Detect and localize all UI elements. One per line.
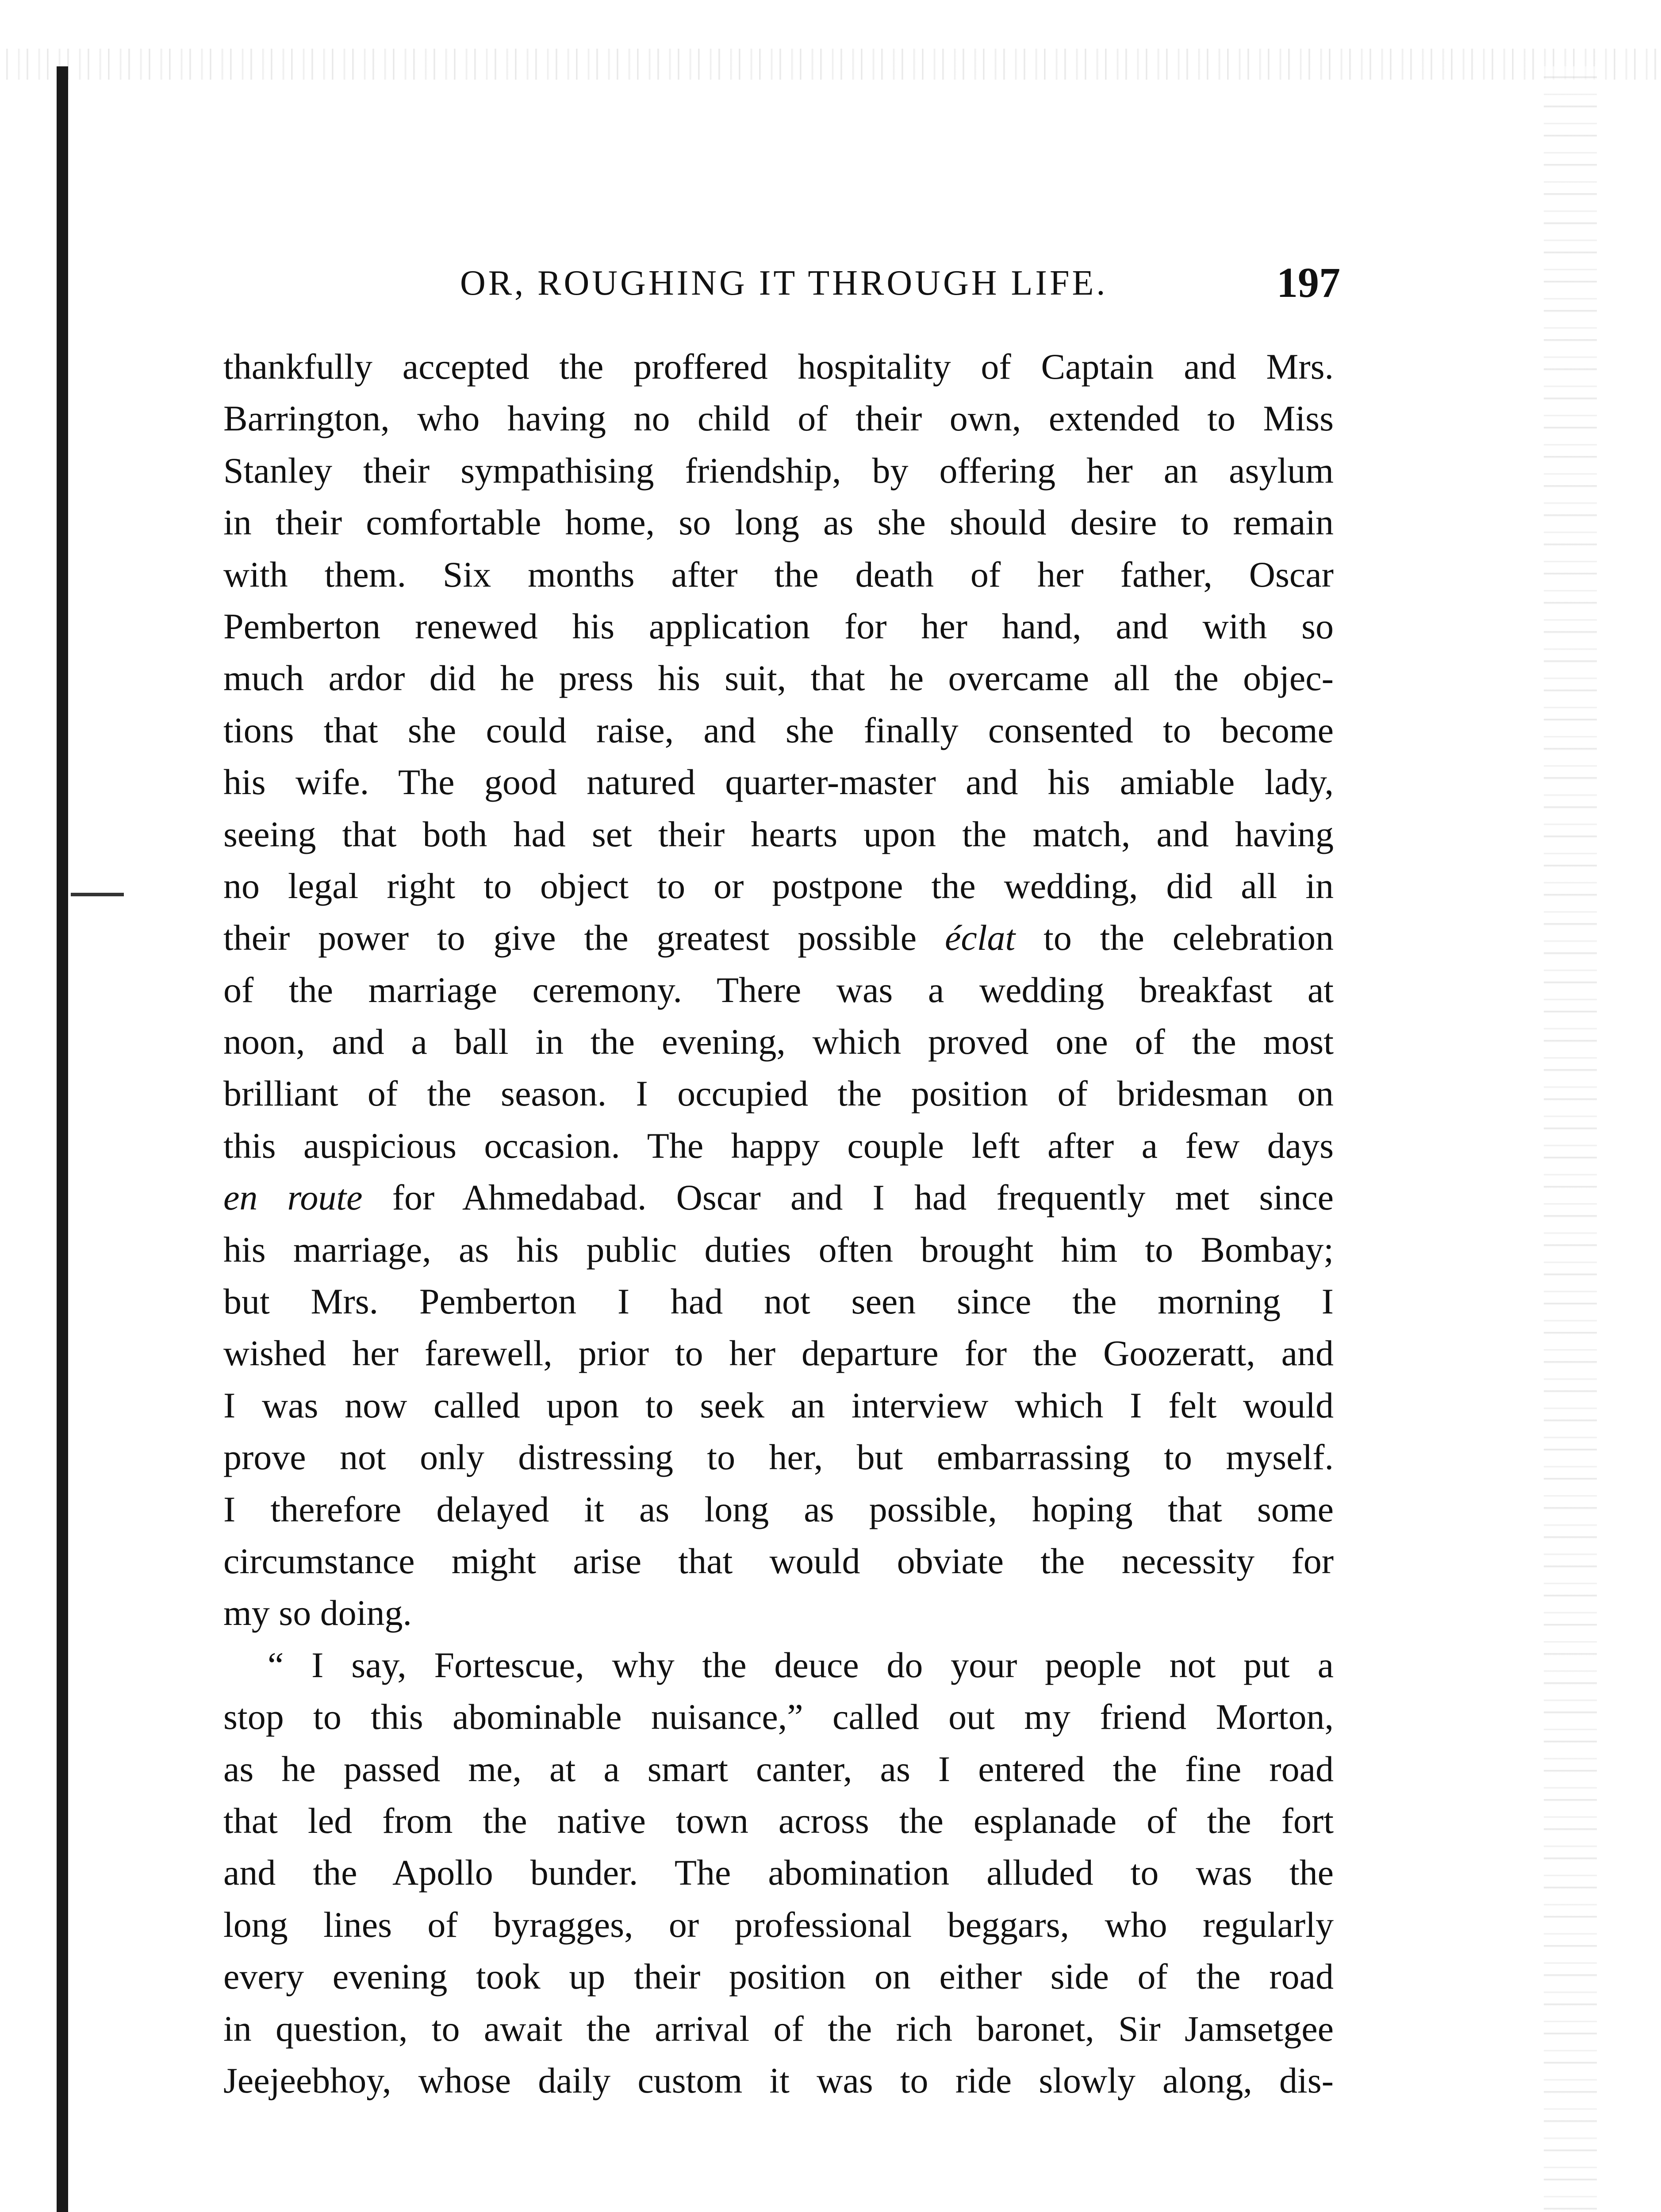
page-number: 197 [1277, 259, 1340, 306]
text-line: with them. Six months after the death of her father, Oscar [223, 554, 1334, 595]
text-line: my so doing. [223, 1593, 412, 1633]
text-line: prove not only distressing to her, but embarrassing to myself. [223, 1437, 1334, 1478]
scan-edge-right [1544, 66, 1597, 2212]
text-line: this auspicious occasion. The happy couple left after a few days [223, 1125, 1334, 1166]
text-line: brilliant of the season. I occupied the position of bridesman on [223, 1073, 1334, 1114]
text-line: noon, and a ball in the evening, which proved one of the most [223, 1022, 1334, 1062]
scan-edge-top [0, 49, 1661, 80]
italic-phrase: éclat [944, 918, 1016, 958]
text-line: as he passed me, at a smart canter, as I entered the fine road [223, 1748, 1334, 1789]
text-line: tions that she could raise, and she finally consented to become [223, 710, 1334, 750]
text-line: in their comfortable home, so long as she should desire to remain [223, 502, 1334, 543]
text-line: Pemberton renewed his application for her hand, and with so [223, 606, 1334, 646]
text-line: wished her farewell, prior to her departure for the Goozeratt, and [223, 1333, 1334, 1374]
text-line: Barrington, who having no child of their own, extended to Miss [223, 398, 1334, 439]
text-line: en route for Ahmedabad. Oscar and I had frequently met since [223, 1177, 1334, 1218]
text-line: that led from the native town across the esplanade of the fort [223, 1800, 1334, 1841]
text-line: and the Apollo bunder. The abomination alluded to was the [223, 1852, 1334, 1893]
binding-edge [57, 66, 68, 2212]
text-line: circumstance might arise that would obviate the necessity for [223, 1540, 1334, 1581]
text-line: much ardor did he press his suit, that he overcame all the objec- [223, 658, 1334, 699]
text-line: of the marriage ceremony. There was a wedding breakfast at [223, 969, 1334, 1010]
text-line: his wife. The good natured quarter-master and his amiable lady, [223, 762, 1334, 803]
text-line: his marriage, as his public duties often brought him to Bombay; [223, 1229, 1334, 1270]
text-line: their power to give the greatest possible éclat to the celebration [223, 918, 1334, 958]
running-title: OR, ROUGHING IT THROUGH LIFE. [460, 264, 1108, 303]
text-line: I was now called upon to seek an interview which I felt would [223, 1385, 1334, 1425]
text-line: stop to this abominable nuisance,” called out my friend Morton, [223, 1697, 1334, 1737]
text-line: in question, to await the arrival of the rich baronet, Sir Jamsetgee [223, 2008, 1334, 2049]
text-line: “ I say, Fortescue, why the deuce do your people not put a [268, 1644, 1334, 1685]
text-line: seeing that both had set their hearts upon the match, and having [223, 814, 1334, 854]
text-line: but Mrs. Pemberton I had not seen since the morning I [223, 1281, 1334, 1322]
running-head [230, 259, 1340, 306]
text-line: I therefore delayed it as long as possible, hoping that some [223, 1489, 1334, 1529]
italic-phrase: en route [223, 1177, 363, 1218]
body-text [223, 341, 1334, 2106]
text-line: thankfully accepted the proffered hospitality of Captain and Mrs. [223, 346, 1334, 387]
text-line: no legal right to object to or postpone the wedding, did all in [223, 865, 1334, 906]
margin-mark [71, 893, 124, 896]
text-line: every evening took up their position on either side of the road [223, 1956, 1334, 1997]
text-line: Jeejeebhoy, whose daily custom it was to ride slowly along, dis- [223, 2060, 1334, 2101]
text-line: long lines of byragges, or professional beggars, who regularly [223, 1904, 1334, 1945]
text-line: Stanley their sympathising friendship, by offering her an asylum [223, 450, 1334, 491]
